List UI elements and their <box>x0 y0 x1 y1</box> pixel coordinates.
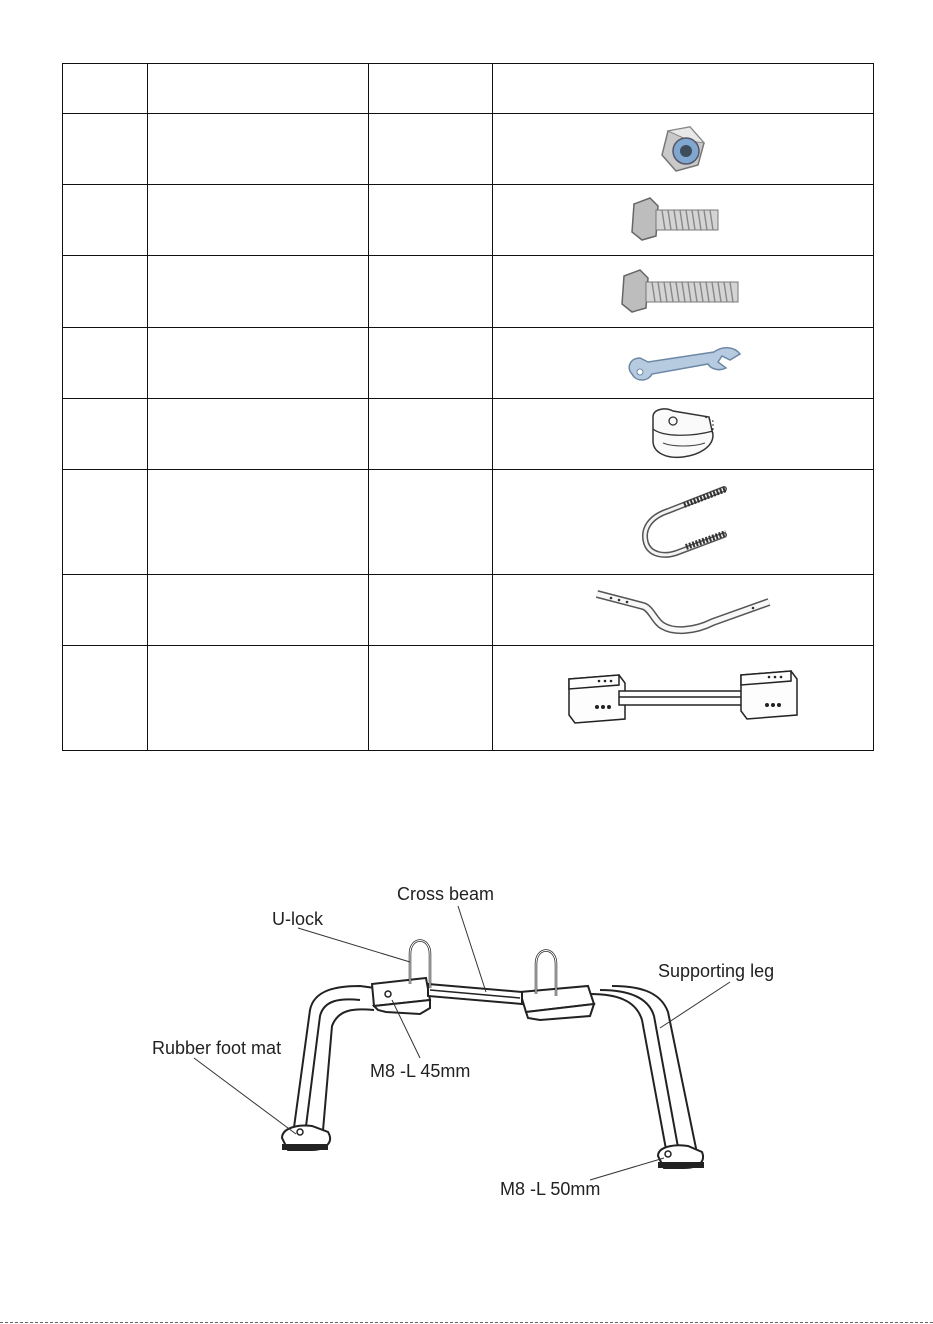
table-row <box>63 646 874 751</box>
cell-qty <box>369 399 493 470</box>
cross-beam-icon <box>563 663 803 733</box>
table-row <box>63 399 874 470</box>
rubber-foot-mat-shapes <box>282 1126 703 1169</box>
bolt-45-label: M8 -L 45mm <box>370 1061 471 1081</box>
cell-qty <box>369 185 493 256</box>
cell-no <box>63 328 148 399</box>
table-row <box>63 575 874 646</box>
cell-qty <box>369 328 493 399</box>
wrench-icon <box>618 338 748 388</box>
cell-qty <box>369 114 493 185</box>
cell-qty <box>369 646 493 751</box>
cell-name <box>148 575 369 646</box>
cell-qty <box>369 256 493 328</box>
cell-name <box>148 328 369 399</box>
cell-picture <box>493 470 874 575</box>
cell-picture <box>493 114 874 185</box>
table-row <box>63 470 874 575</box>
page-edge-divider <box>0 1322 933 1323</box>
cell-no <box>63 114 148 185</box>
cell-no <box>63 256 148 328</box>
table-row <box>63 256 874 328</box>
cell-no <box>63 470 148 575</box>
cell-no <box>63 399 148 470</box>
table-row <box>63 328 874 399</box>
cell-name <box>148 256 369 328</box>
hex-bolt-long-icon <box>618 264 748 320</box>
cell-name <box>148 399 369 470</box>
cell-no <box>63 646 148 751</box>
cell-name <box>148 470 369 575</box>
supporting-leg-icon <box>593 582 773 638</box>
u-lock-label: U-lock <box>272 909 324 929</box>
assembly-diagram <box>0 860 933 1220</box>
cell-picture <box>493 256 874 328</box>
table-row <box>63 114 874 185</box>
cell-no <box>63 185 148 256</box>
cell-name <box>148 185 369 256</box>
cell-picture <box>493 185 874 256</box>
cell-qty <box>369 575 493 646</box>
cell-picture <box>493 64 874 114</box>
table-header-row <box>63 64 874 114</box>
cell-picture <box>493 575 874 646</box>
cell-no <box>63 64 148 114</box>
table-row <box>63 185 874 256</box>
cross-beam-label: Cross beam <box>397 884 495 904</box>
cell-picture <box>493 399 874 470</box>
cell-qty <box>369 64 493 114</box>
u-lock-icon <box>628 477 738 567</box>
supporting-leg-label: Supporting leg <box>658 961 775 981</box>
rubber-foot-mat-label: Rubber foot mat <box>152 1038 282 1058</box>
hex-bolt-short-icon <box>628 194 738 246</box>
cell-no <box>63 575 148 646</box>
cell-qty <box>369 470 493 575</box>
cell-picture <box>493 328 874 399</box>
cell-name <box>148 64 369 114</box>
bolt-50-label: M8 -L 50mm <box>500 1179 601 1199</box>
cell-name <box>148 114 369 185</box>
lock-nut-icon <box>648 119 718 179</box>
rubber-foot-mat-icon <box>643 403 723 465</box>
parts-table <box>62 63 874 751</box>
cell-picture <box>493 646 874 751</box>
cell-name <box>148 646 369 751</box>
